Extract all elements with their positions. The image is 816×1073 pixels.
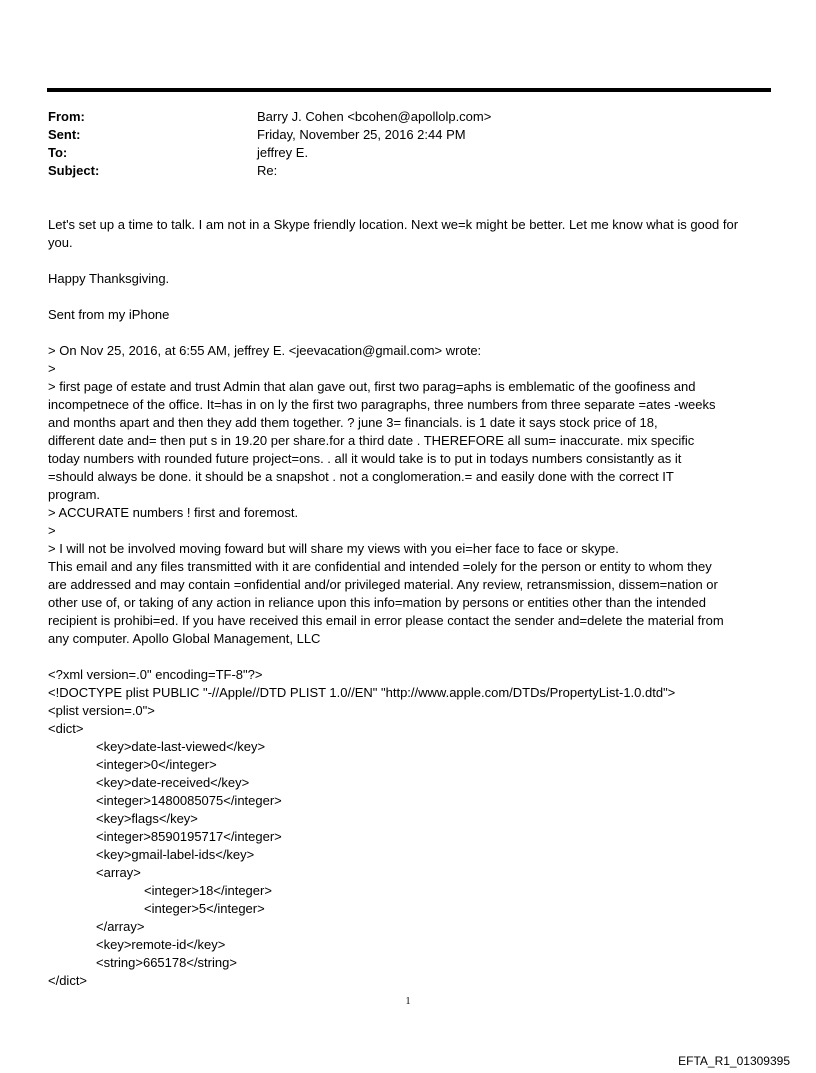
signature: Sent from my iPhone: [48, 307, 170, 322]
to-value: jeffrey E.: [257, 145, 309, 160]
plist-line: <array>: [96, 865, 141, 880]
greeting: Happy Thanksgiving.: [48, 271, 170, 286]
plist-line: <integer>1480085075</integer>: [96, 793, 282, 808]
plist-line: </array>: [96, 919, 145, 934]
to-row: [48, 144, 491, 162]
plist-line: <key>remote-id</key>: [96, 937, 226, 952]
reply-line: Let's set up a time to talk. I am not in a Skype friendly location. Next we=k might be better. Let me know what is good for: [48, 217, 739, 232]
subject-label: Subject:: [48, 163, 100, 178]
subject-row: [48, 162, 491, 180]
sent-row: [48, 126, 491, 144]
quote-line: program.: [48, 487, 101, 502]
quote-line: and months apart and then they add them together. ? june 3= financials. is 1 date it says stock price of 18,: [48, 415, 658, 430]
quote-line: > ACCURATE numbers ! first and foremost.: [48, 505, 299, 520]
quote-line: >: [48, 361, 56, 376]
plist-line: </dict>: [48, 973, 88, 988]
quote-line: =should always be done. it should be a snapshot . not a conglomeration.= and easily done with the correct IT: [48, 469, 674, 484]
quote-line: incompetnece of the office. It=has in on ly the first two paragraphs, three numbers from three separate =ates -weeks: [48, 397, 716, 412]
header-rule: [47, 88, 771, 92]
email-body: [48, 216, 776, 990]
from-row: [48, 108, 491, 126]
quote-line: today numbers with rounded future project=ons. . all it would take is to put in todays numbers consistantly as it: [48, 451, 682, 466]
plist-line: <key>date-last-viewed</key>: [96, 739, 266, 754]
quote-line: different date and= then put s in 19.20 per share.for a third date . THEREFORE all sum= inaccurate. mix specific: [48, 433, 695, 448]
disclaimer-line: recipient is prohibi=ed. If you have received this email in error please contact the sender and=delete the material from: [48, 613, 724, 628]
document-id: EFTA_R1_01309395: [678, 1054, 790, 1068]
plist-line: <string>665178</string>: [96, 955, 237, 970]
sent-label: Sent:: [48, 127, 81, 142]
plist-line: <integer>18</integer>: [144, 883, 272, 898]
quote-line: > I will not be involved moving foward but will share my views with you ei=her face to face or skype.: [48, 541, 619, 556]
reply-line: you.: [48, 235, 73, 250]
plist-line: <integer>5</integer>: [144, 901, 265, 916]
plist-line: <key>flags</key>: [96, 811, 198, 826]
disclaimer-line: This email and any files transmitted with it are confidential and intended =olely for the person or entity to whom they: [48, 559, 712, 574]
page-number: 1: [405, 996, 411, 1007]
disclaimer-line: are addressed and may contain =onfidential and/or privileged material. Any review, retransmission, dissem=nation or: [48, 577, 718, 592]
quote-line: >: [48, 523, 56, 538]
email-header: [48, 108, 491, 180]
disclaimer-line: any computer. Apollo Global Management, LLC: [48, 631, 321, 646]
plist-line: <key>gmail-label-ids</key>: [96, 847, 255, 862]
to-label: To:: [48, 145, 68, 160]
quote-line: > first page of estate and trust Admin that alan gave out, first two parag=aphs is emblematic of the goofiness and: [48, 379, 696, 394]
from-label: From:: [48, 109, 85, 124]
disclaimer-line: other use of, or taking of any action in reliance upon this info=mation by persons or entities other than the intended: [48, 595, 706, 610]
quote-header: > On Nov 25, 2016, at 6:55 AM, jeffrey E. <jeevacation@gmail.com> wrote:: [48, 343, 482, 358]
plist-line: <?xml version=.0" encoding=TF-8"?>: [48, 667, 263, 682]
plist-line: <integer>8590195717</integer>: [96, 829, 282, 844]
from-value: Barry J. Cohen <bcohen@apollolp.com>: [257, 109, 492, 124]
subject-value: Re:: [257, 163, 278, 178]
plist-line: <integer>0</integer>: [96, 757, 217, 772]
plist-line: <key>date-received</key>: [96, 775, 250, 790]
sent-value: Friday, November 25, 2016 2:44 PM: [257, 127, 466, 142]
plist-line: <dict>: [48, 721, 84, 736]
plist-line: <!DOCTYPE plist PUBLIC "-//Apple//DTD PLIST 1.0//EN" "http://www.apple.com/DTDs/PropertyList-1.0.dtd">: [48, 685, 676, 700]
plist-line: <plist version=.0">: [48, 703, 155, 718]
